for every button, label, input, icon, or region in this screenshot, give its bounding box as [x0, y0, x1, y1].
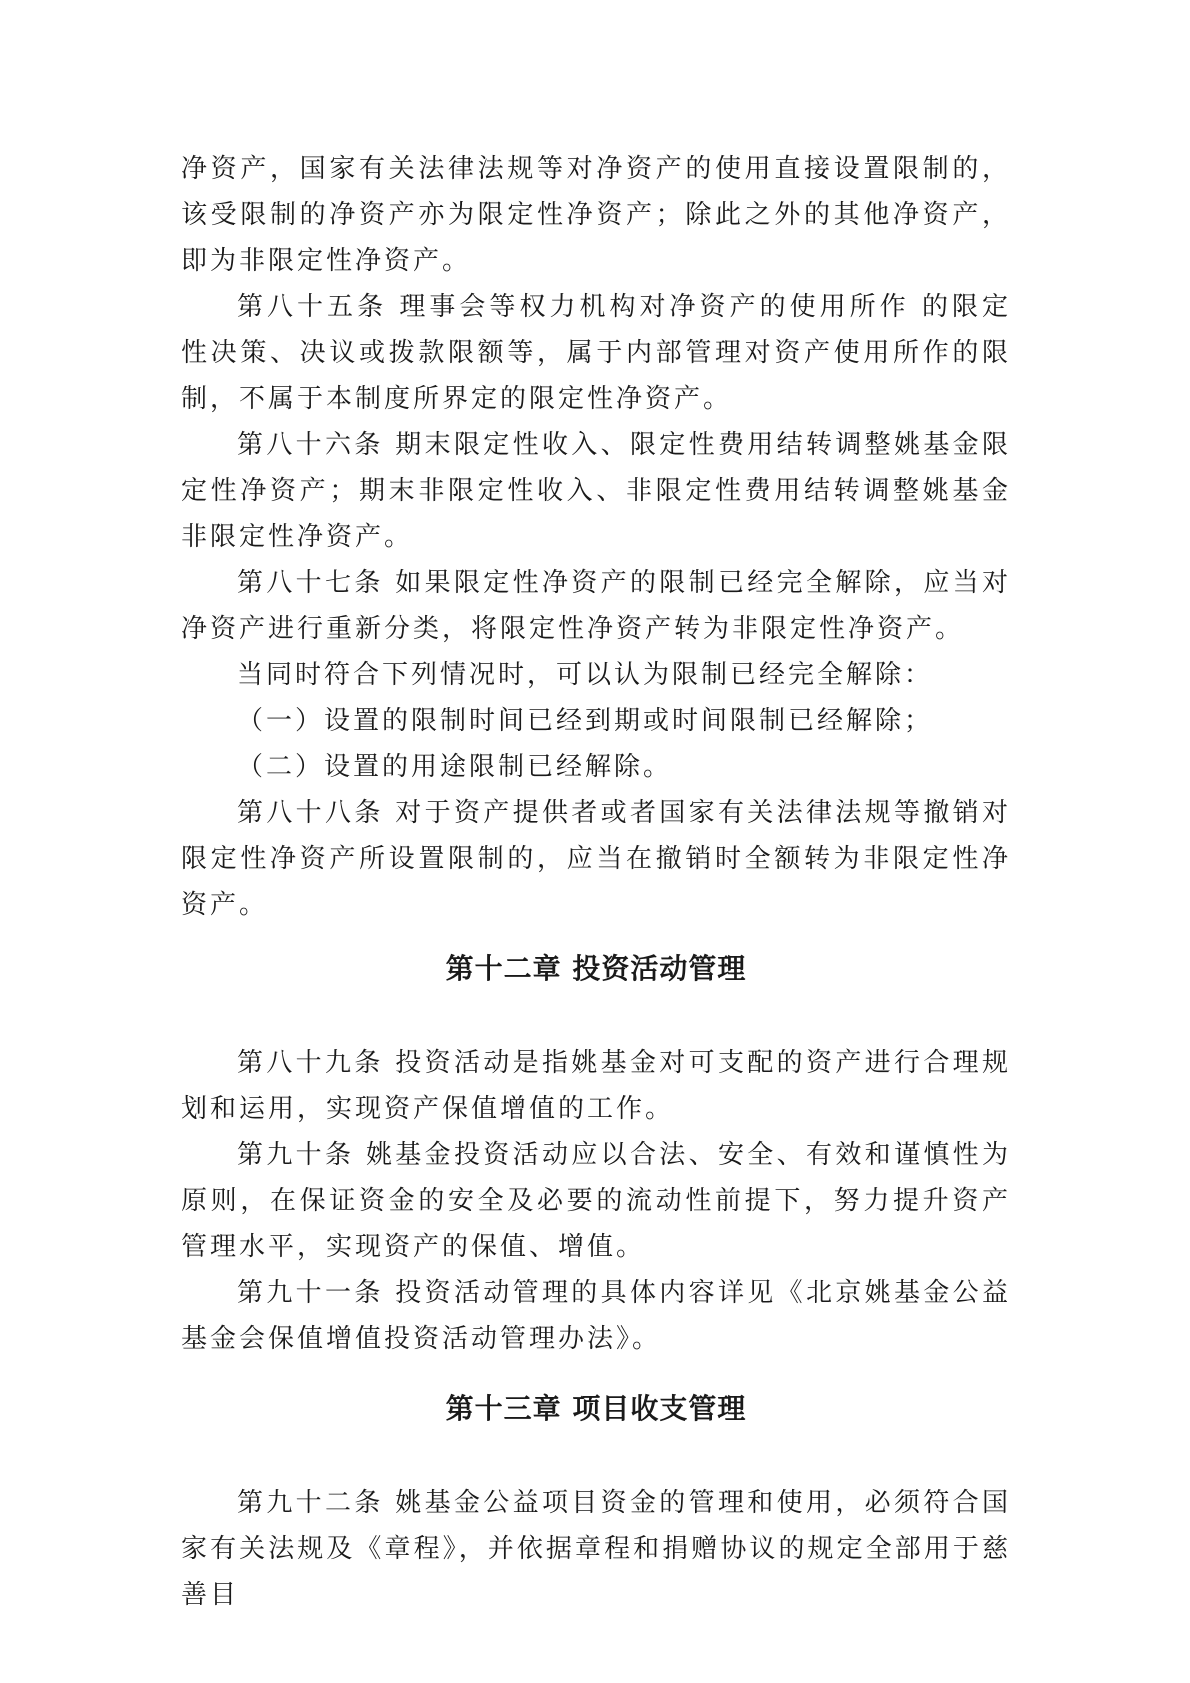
article-91: 第九十一条 投资活动管理的具体内容详见《北京姚基金公益基金会保值增值投资活动管理办法》。: [181, 1278, 1011, 1354]
condition-item-2: （二）设置的用途限制已经解除。: [237, 752, 673, 782]
article-92: 第九十二条 姚基金公益项目资金的管理和使用，必须符合国家有关法规及《章程》，并依据章程和捐赠协议的规定全部用于慈善目: [181, 1488, 1011, 1610]
paragraph: 净资产，国家有关法律法规等对净资产的使用直接设置限制的，该受限制的净资产亦为限定性净资产；除此之外的其他净资产，即为非限定性净资产。: [181, 154, 1011, 276]
section-chapter-12: [181, 1040, 1011, 1362]
chapter-13-title: 第十三章 项目收支管理: [445, 1392, 747, 1425]
paragraph-conditions: 当同时符合下列情况时，可以认为限制已经完全解除：: [237, 660, 934, 690]
article-88: 第八十八条 对于资产提供者或者国家有关法律法规等撤销对限定性净资产所设置限制的，应当在撤销时全额转为非限定性净资产。: [181, 798, 1011, 920]
chapter-12-title: 第十二章 投资活动管理: [445, 952, 747, 985]
article-90: 第九十条 姚基金投资活动应以合法、安全、有效和谨慎性为原则，在保证资金的安全及必要的流动性前提下，努力提升资产管理水平，实现资产的保值、增值。: [181, 1140, 1011, 1262]
article-86: 第八十六条 期末限定性收入、限定性费用结转调整姚基金限定性净资产；期末非限定性收入、非限定性费用结转调整姚基金非限定性净资产。: [181, 430, 1011, 552]
article-87: 第八十七条 如果限定性净资产的限制已经完全解除，应当对净资产进行重新分类，将限定性净资产转为非限定性净资产。: [181, 568, 1011, 644]
article-89: 第八十九条 投资活动是指姚基金对可支配的资产进行合理规划和运用，实现资产保值增值的工作。: [181, 1048, 1011, 1124]
section-chapter-13: [181, 1480, 1011, 1618]
condition-item-1: （一）设置的限制时间已经到期或时间限制已经解除；: [237, 706, 934, 736]
article-85: 第八十五条 理事会等权力机构对净资产的使用所作 的限定性决策、决议或拨款限额等，属于内部管理对资产使用所作的限制，不属于本制度所界定的限定性净资产。: [181, 292, 1011, 414]
section-net-assets: [181, 146, 1011, 928]
document-page: [181, 146, 1011, 1618]
